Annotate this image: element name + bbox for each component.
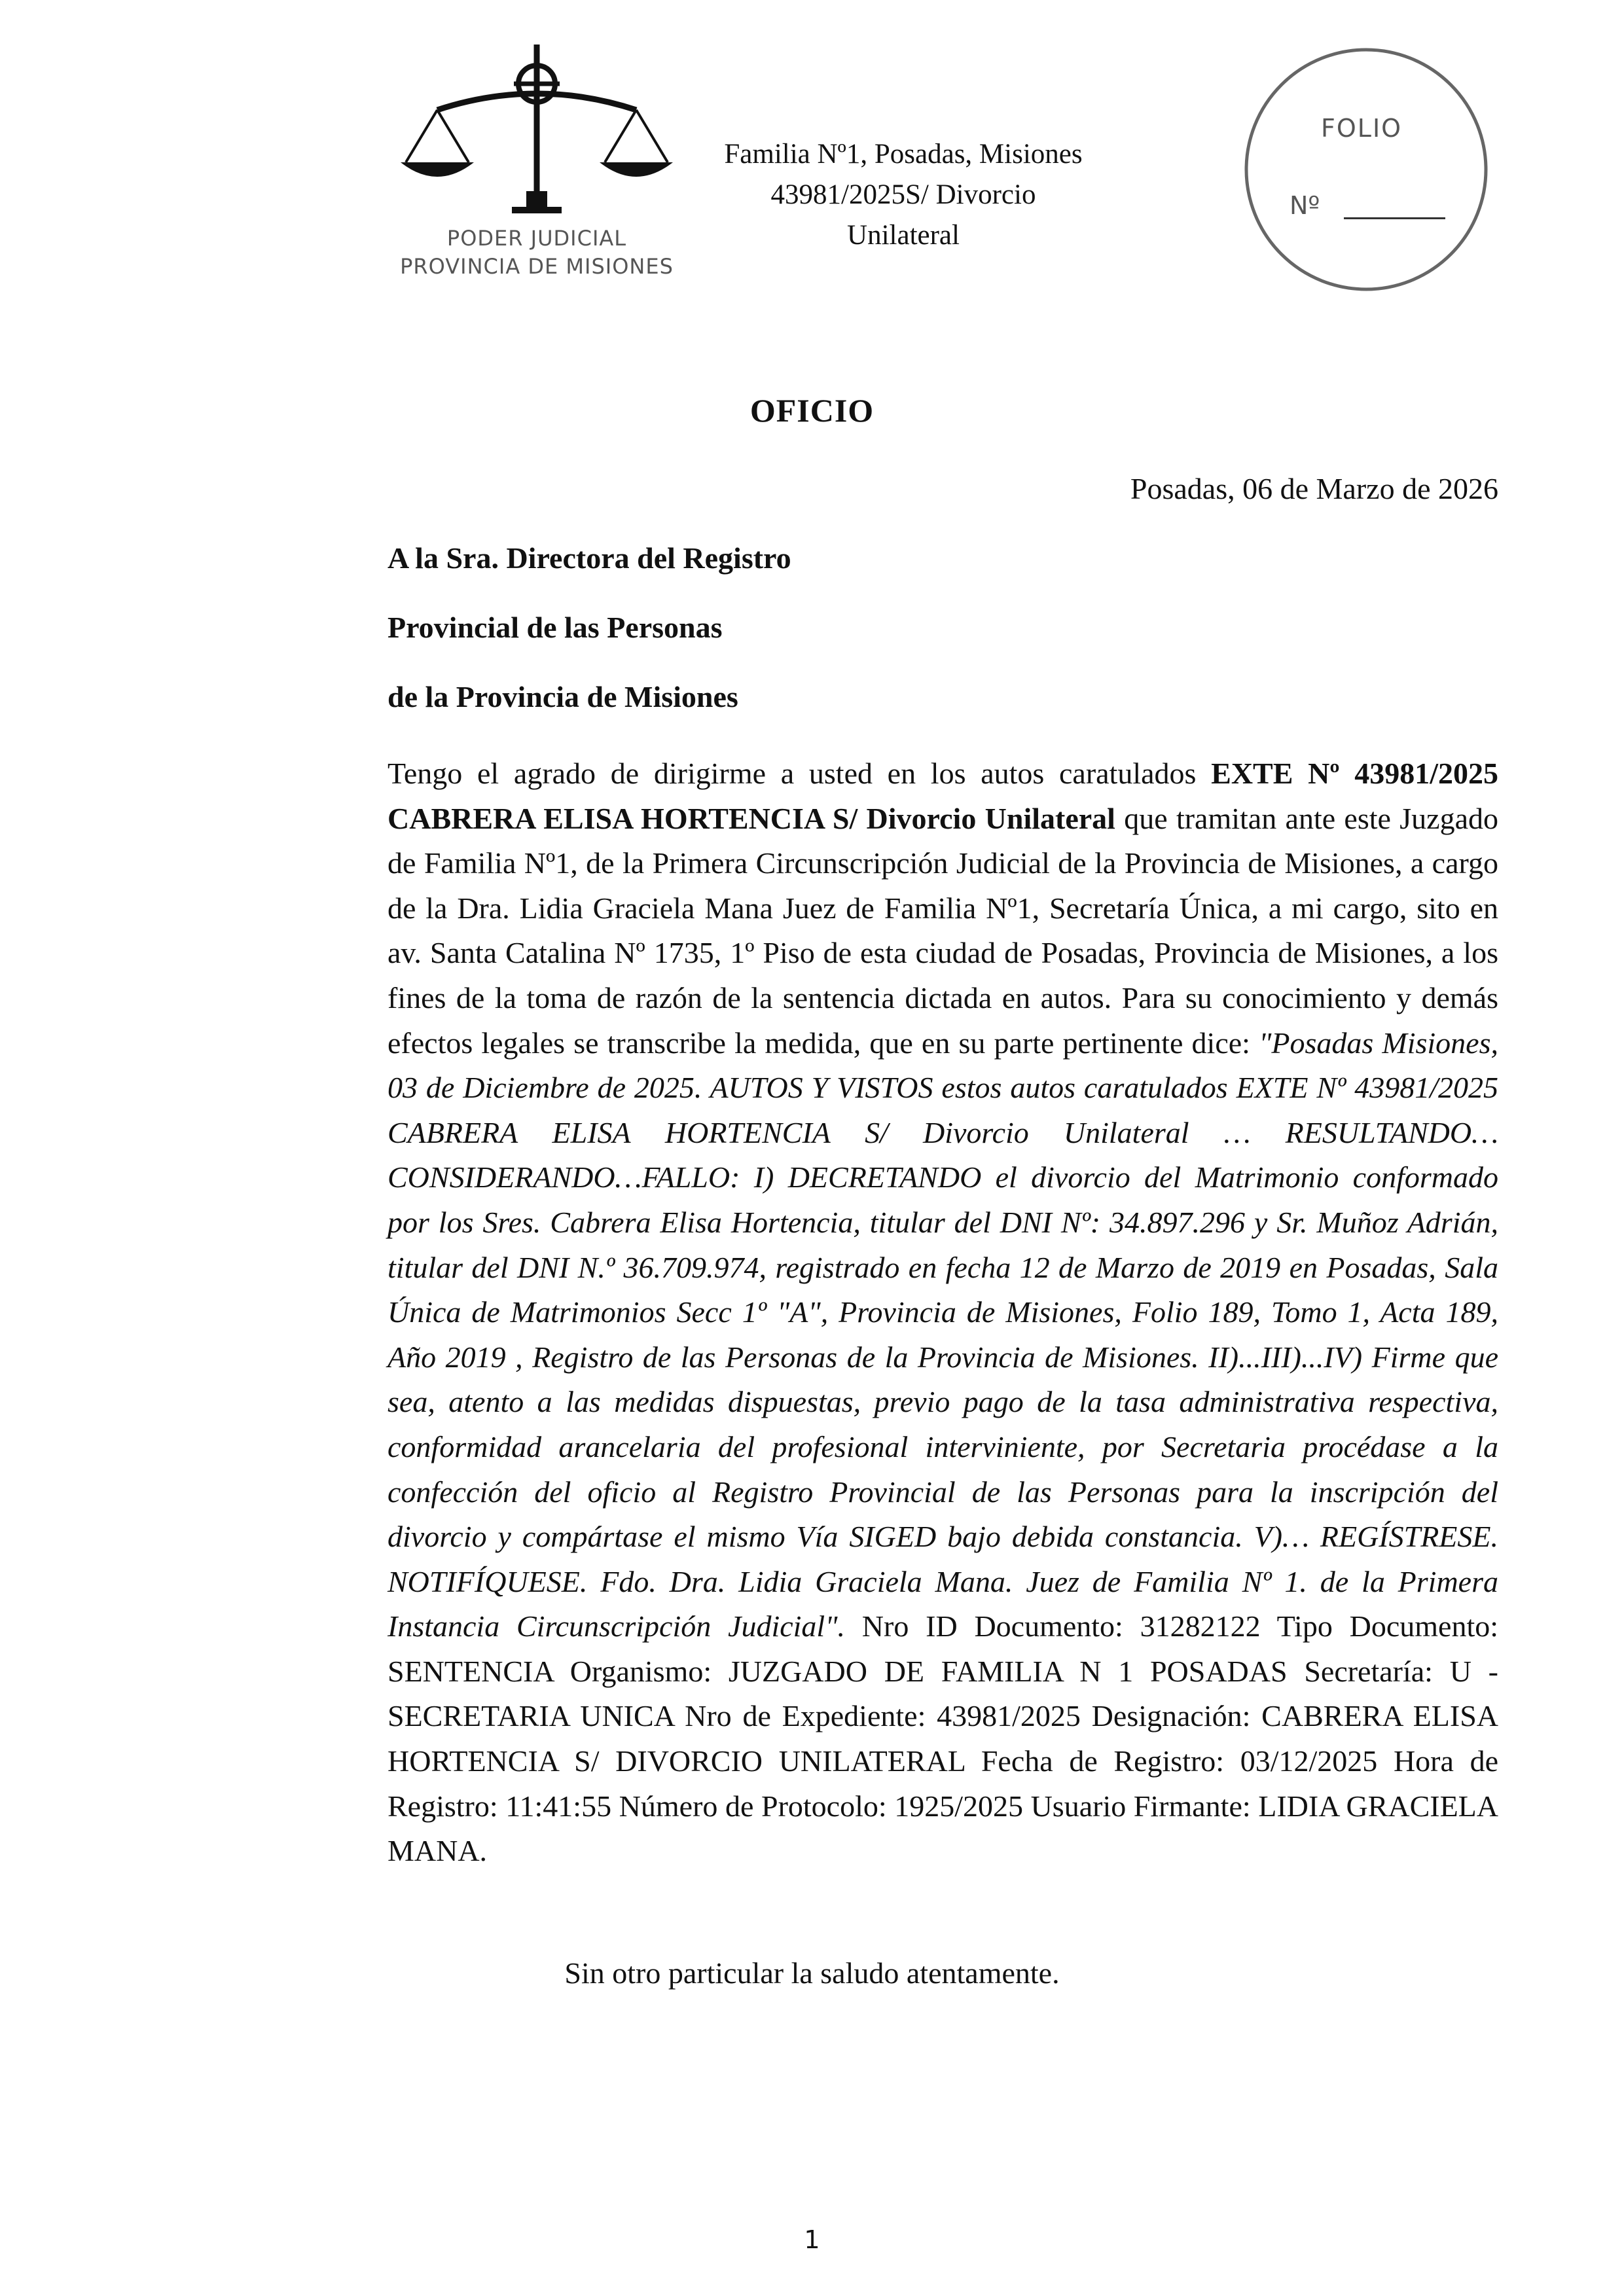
- folio-number-blank: [1344, 217, 1445, 219]
- court-line: Familia Nº1, Posadas, Misiones: [724, 139, 1083, 170]
- folio-stamp: [1242, 46, 1490, 293]
- body-paragraph: [388, 751, 1498, 1874]
- page-number: 1: [804, 2225, 820, 2254]
- scales-of-justice-icon: [393, 39, 681, 223]
- document-date: Posadas, 06 de Marzo de 2026: [1130, 472, 1498, 505]
- document-title: OFICIO: [749, 392, 875, 429]
- header-case-info: [720, 134, 1087, 256]
- addressee-line: de la Provincia de Misiones: [388, 680, 738, 713]
- body-text-2: Nro ID Documento: 31282122 Tipo Documento: SENTENCIA Organismo: JUZGADO DE FAMILIA N 1 POSADAS Secretaría: U - SECRETARIA UNICA Nro de Expediente: 43981/2025 Designación: CABRERA ELISA HORTENCIA S/ DIVORCIO UNILATERAL Fecha de Registro: 03/12/2025 Hora de Registro: 11:41:55 Número de Protocolo: 1925/2025 Usuario Firmante: LIDIA GRACIELA MANA.: [388, 1609, 1499, 1868]
- folio-label: FOLIO: [1321, 114, 1403, 143]
- logo-caption-line2: PROVINCIA DE MISIONES: [400, 254, 674, 279]
- folio-circle-icon: [1242, 46, 1490, 293]
- case-reference: EXTE Nº 43981/2025 CABRERA ELISA HORTENCIA S/ Divorcio Unilateral: [388, 757, 1498, 835]
- case-line: 43981/2025S/ Divorcio Unilateral: [770, 179, 1036, 251]
- closing-line: Sin otro particular la saludo atentamente.: [564, 1956, 1060, 1990]
- addressee-block: [388, 540, 1500, 748]
- folio-number-label: Nº: [1290, 191, 1320, 220]
- body-text-1: que tramitan ante este Juzgado de Familia Nº1, de la Primera Circunscripción Judicial de la Provincia de Misiones, a cargo de la Dra. Lidia Graciela Mana Juez de Familia Nº1, Secretaría Única, a mi cargo, sito en av. Santa Catalina Nº 1735, 1º Piso de esta ciudad de Posadas, Provincia de Misiones, a los fines de la toma de razón de la sentencia dictada en autos. Para su conocimiento y demás efectos legales se transcribe la medida, que en su parte pertinente dice:: [388, 801, 1498, 1060]
- addressee-line: A la Sra. Directora del Registro: [388, 541, 791, 575]
- addressee-line: Provincial de las Personas: [388, 611, 723, 644]
- body-intro: Tengo el agrado de dirigirme a usted en los autos caratulados: [388, 757, 1212, 790]
- sentence-quote: "Posadas Misiones, 03 de Diciembre de 2025. AUTOS Y VISTOS estos autos caratulados EXTE Nº 43981/2025 CABRERA ELISA HORTENCIA S/ Divorcio Unilateral … RESULTANDO…CONSIDERANDO…FALLO: I) DECRETANDO el divorcio del Matrimonio conformado por los Sres. Cabrera Elisa Hortencia, titular del DNI Nº: 34.897.296 y Sr. Muñoz Adrián, titular del DNI N.º 36.709.974, registrado en fecha 12 de Marzo de 2019 en Posadas, Sala Única de Matrimonios Secc 1º "A", Provincia de Misiones, Folio 189, Tomo 1, Acta 189, Año 2019 , Registro de las Personas de la Provincia de Misiones. II)...III)...IV) Firme que sea, atento a las medidas dispuestas, previo pago de la tasa administrativa respectiva, conformidad arancelaria del profesional interviniente, por Secretaria procédase a la confección del oficio al Registro Provincial de las Personas para la inscripción del divorcio y compártase el mismo Vía SIGED bajo debida constancia. V)… REGÍSTRESE. NOTIFÍQUESE. Fdo. Dra. Lidia Graciela Mana. Juez de Familia Nº 1. de la Primera Instancia Circunscripción Judicial".: [388, 1026, 1498, 1643]
- poder-judicial-logo: [393, 39, 681, 288]
- logo-caption-line1: PODER JUDICIAL: [446, 226, 627, 251]
